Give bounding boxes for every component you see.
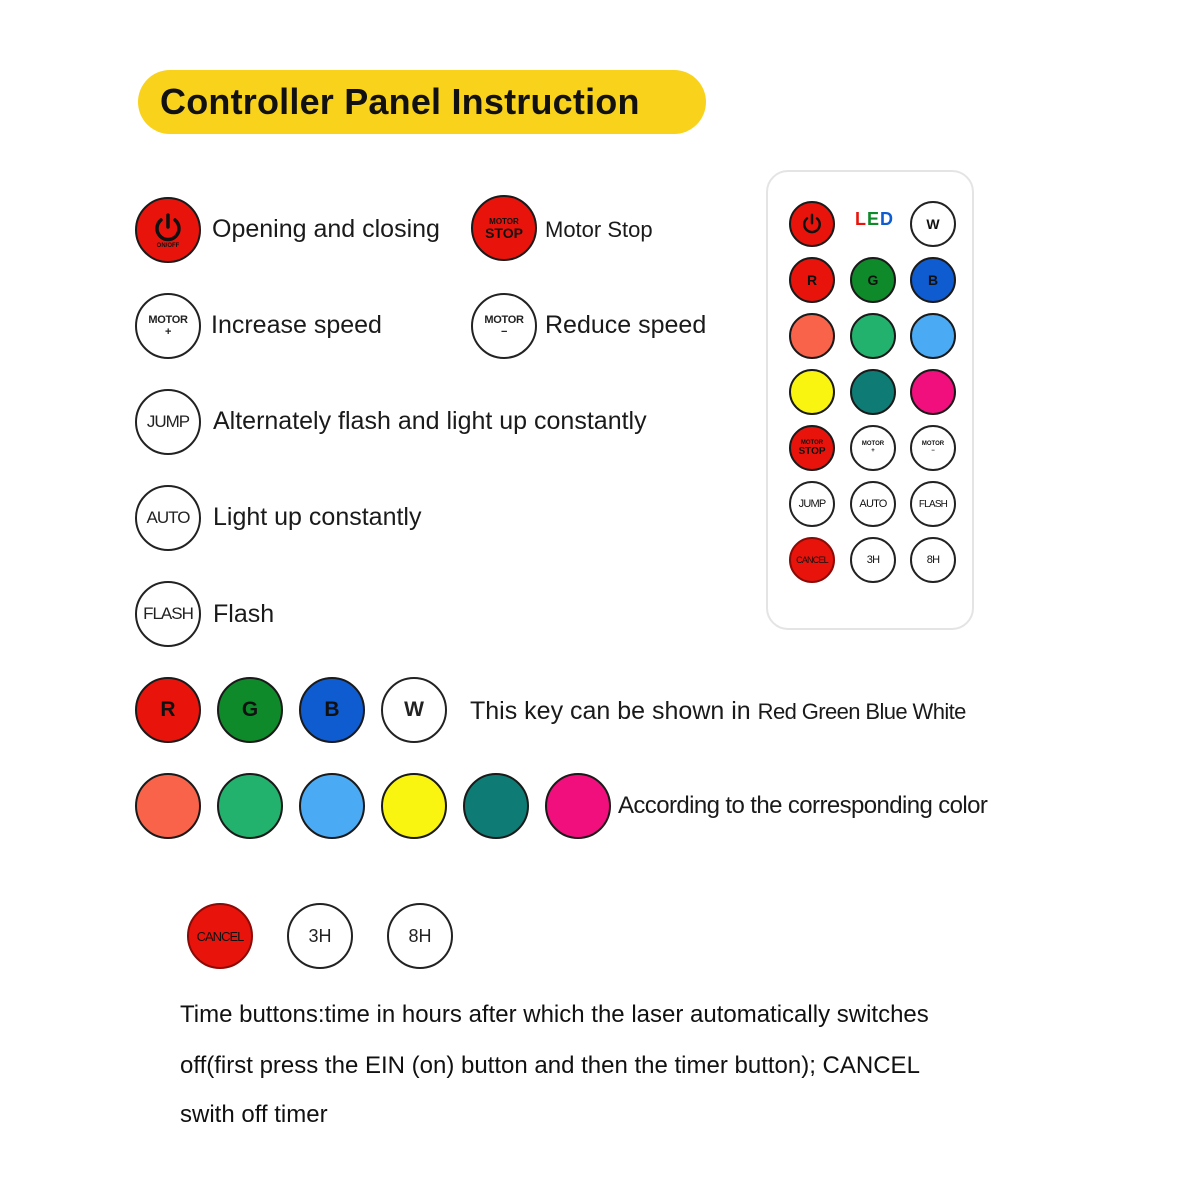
remote-color-button[interactable]	[850, 313, 896, 359]
remote-8h-text: 8H	[926, 554, 940, 566]
remote-white-button[interactable]	[910, 201, 956, 247]
remote-8h-button[interactable]	[910, 537, 956, 583]
cancel-timer-button[interactable]	[187, 903, 253, 969]
motor-stop-label: Motor Stop	[545, 217, 653, 242]
flash-label: Flash	[213, 600, 275, 628]
remote-3h-text: 3H	[866, 554, 880, 566]
timer-description-line1: Time buttons:time in hours after which the laser automatically switches	[180, 1001, 929, 1028]
color-swatch[interactable]	[135, 773, 201, 839]
motor-plus-button[interactable]	[135, 293, 201, 359]
blue-key[interactable]	[299, 677, 365, 743]
remote-color-button[interactable]	[789, 313, 835, 359]
remote-motor-stop-button[interactable]	[789, 425, 835, 471]
power-label: Opening and closing	[212, 215, 440, 243]
auto-button-text: AUTO	[146, 508, 190, 527]
remote-color-button[interactable]	[789, 369, 835, 415]
timer-description-line3: swith off timer	[180, 1101, 328, 1128]
remote-color-button[interactable]	[910, 369, 956, 415]
blue-key-text: B	[324, 698, 340, 721]
remote-motor-plus-sign: +	[871, 448, 875, 454]
motor-minus-top-text: MOTOR	[484, 314, 524, 326]
flash-button[interactable]	[135, 581, 201, 647]
timer-8h-button[interactable]	[387, 903, 453, 969]
power-icon	[151, 211, 185, 245]
color-swatch[interactable]	[299, 773, 365, 839]
remote-blue-text: B	[927, 272, 939, 288]
remote-jump-text: JUMP	[798, 498, 826, 510]
color-swatch[interactable]	[217, 773, 283, 839]
motor-stop-bottom-text: STOP	[485, 224, 523, 241]
remote-auto-text: AUTO	[859, 498, 887, 510]
remote-cancel-button[interactable]	[789, 537, 835, 583]
timer-8h-text: 8H	[408, 925, 432, 946]
remote-motor-plus-top: MOTOR	[861, 441, 885, 447]
auto-button[interactable]	[135, 485, 201, 551]
remote-blue-button[interactable]	[910, 257, 956, 303]
red-key[interactable]	[135, 677, 201, 743]
led-letter-e: E	[867, 209, 881, 229]
remote-color-button[interactable]	[910, 313, 956, 359]
motor-plus-top-text: MOTOR	[148, 314, 188, 326]
power-icon	[800, 212, 824, 236]
jump-button-text: JUMP	[146, 412, 190, 431]
color-swatch[interactable]	[381, 773, 447, 839]
remote-auto-button[interactable]	[850, 481, 896, 527]
remote-red-text: R	[806, 272, 818, 288]
flash-button-text: FLASH	[143, 604, 193, 623]
led-letter-d: D	[880, 209, 895, 229]
remote-motor-minus-button[interactable]	[910, 425, 956, 471]
rgbw-description	[470, 697, 966, 726]
remote-red-button[interactable]	[789, 257, 835, 303]
timer-3h-button[interactable]	[287, 903, 353, 969]
power-button[interactable]	[135, 197, 201, 263]
timer-description-line2: off(first press the EIN (on) button and then the timer button); CANCEL	[180, 1052, 920, 1079]
white-key-text: W	[404, 698, 424, 721]
white-key[interactable]	[381, 677, 447, 743]
remote-power-button[interactable]	[789, 201, 835, 247]
color-swatch[interactable]	[545, 773, 611, 839]
remote-motor-stop-bottom: STOP	[798, 445, 826, 457]
remote-jump-button[interactable]	[789, 481, 835, 527]
reduce-speed-label: Reduce speed	[545, 311, 707, 339]
green-key-text: G	[241, 698, 259, 721]
remote-motor-stop-top: MOTOR	[800, 439, 824, 446]
remote-green-text: G	[867, 272, 879, 288]
green-key[interactable]	[217, 677, 283, 743]
led-letter-l: L	[855, 209, 867, 229]
remote-3h-button[interactable]	[850, 537, 896, 583]
increase-speed-label: Increase speed	[211, 311, 382, 339]
motor-plus-sign: +	[164, 326, 172, 338]
motor-stop-top-text: MOTOR	[489, 216, 519, 226]
red-key-text: R	[160, 698, 176, 721]
remote-cancel-text: CANCEL	[796, 555, 828, 565]
jump-label: Alternately flash and light up constantly	[213, 407, 647, 435]
remote-motor-minus-top: MOTOR	[921, 441, 945, 447]
remote-flash-text: FLASH	[918, 498, 948, 510]
timer-3h-text: 3H	[308, 925, 332, 946]
motor-stop-button[interactable]	[471, 195, 537, 261]
color-description: According to the corresponding color	[618, 792, 988, 819]
page-title: Controller Panel Instruction	[160, 81, 640, 122]
jump-button[interactable]	[135, 389, 201, 455]
remote-white-text: W	[926, 216, 940, 232]
auto-label: Light up constantly	[213, 503, 422, 531]
rgbw-description-main: This key can be shown in	[470, 697, 758, 725]
rgbw-description-colors: Red Green Blue White	[757, 699, 966, 724]
remote-motor-minus-sign: −	[931, 448, 935, 454]
remote-led-label	[855, 209, 894, 230]
remote-flash-button[interactable]	[910, 481, 956, 527]
remote-green-button[interactable]	[850, 257, 896, 303]
remote-motor-plus-button[interactable]	[850, 425, 896, 471]
motor-minus-sign: −	[500, 326, 508, 338]
power-icon-text: ON/OFF	[156, 243, 180, 249]
remote-color-button[interactable]	[850, 369, 896, 415]
title-banner	[138, 70, 706, 134]
motor-minus-button[interactable]	[471, 293, 537, 359]
cancel-timer-text: CANCEL	[196, 928, 244, 944]
color-swatch[interactable]	[463, 773, 529, 839]
